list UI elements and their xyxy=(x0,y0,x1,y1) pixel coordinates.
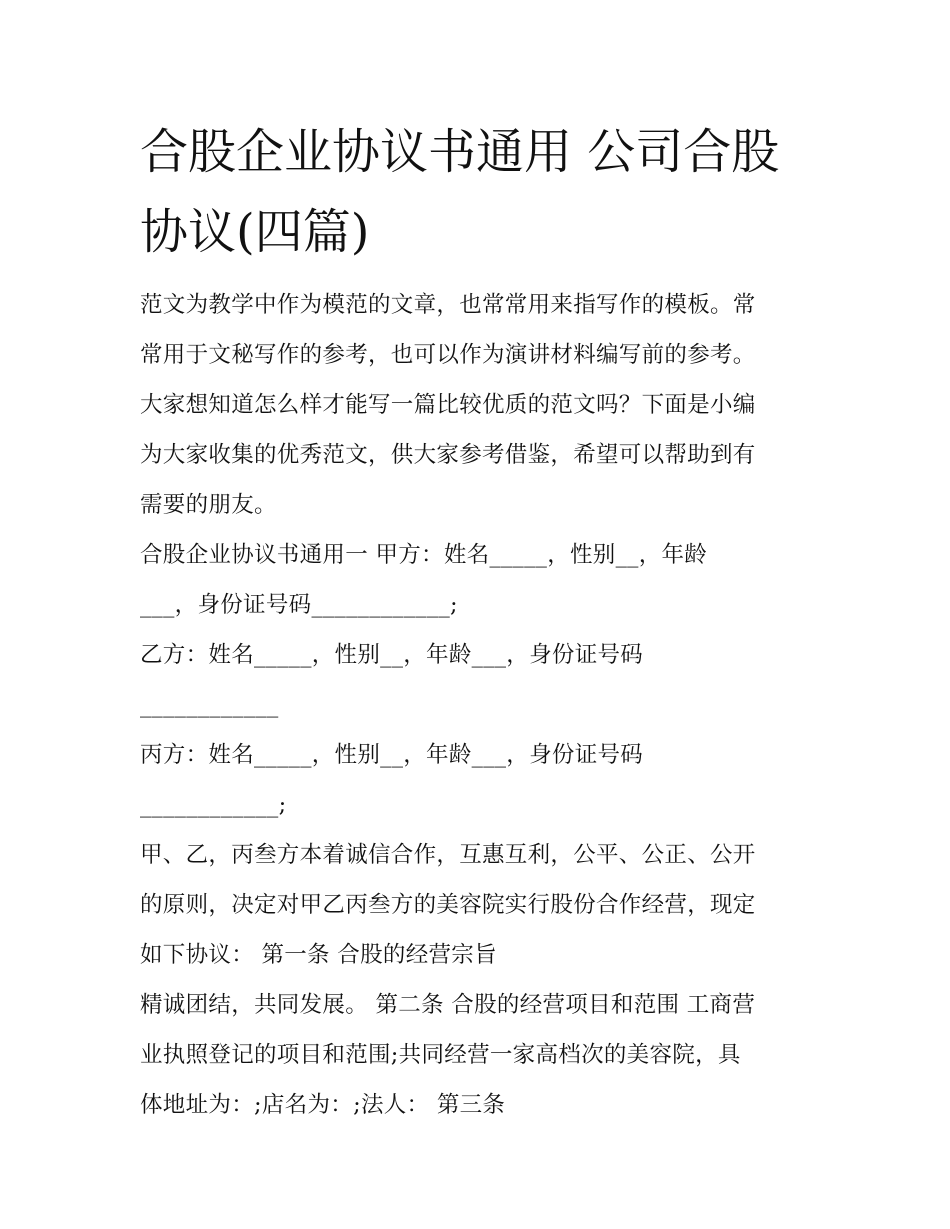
text-line: ____________; xyxy=(140,792,287,818)
document-body xyxy=(140,280,820,1130)
text-line: 常用于文秘写作的参考，也可以作为演讲材料编写前的参考。 xyxy=(140,342,756,368)
text-line: ___，身份证号码____________; xyxy=(140,592,458,618)
text-line: 甲、乙，丙叁方本着诚信合作，互惠互利，公平、公正、公开 xyxy=(140,842,756,868)
text-line: 乙方：姓名_____，性别__，年龄___，身份证号码 xyxy=(140,642,644,668)
text-line: 业执照登记的项目和范围;共同经营一家高档次的美容院，具 xyxy=(140,1042,741,1068)
text-line: 体地址为：;店名为：;法人： 第三条 xyxy=(140,1092,506,1118)
text-line: 如下协议： 第一条 合股的经营宗旨 xyxy=(140,942,497,968)
title-line-2: 协议(四篇) xyxy=(140,204,370,260)
title-line-1: 合股企业协议书通用 公司合股 xyxy=(140,124,780,180)
text-line: 精诚团结，共同发展。 第二条 合股的经营项目和范围 工商营 xyxy=(140,992,756,1018)
text-line: ____________ xyxy=(140,692,279,718)
document-title xyxy=(140,112,820,272)
text-line: 丙方：姓名_____，性别__，年龄___，身份证号码 xyxy=(140,742,644,768)
text-line: 需要的朋友。 xyxy=(140,492,277,518)
text-line: 合股企业协议书通用一 甲方：姓名_____，性别__，年龄 xyxy=(140,542,708,568)
text-line: 的原则，决定对甲乙丙叁方的美容院实行股份合作经营，现定 xyxy=(140,892,756,918)
text-line: 为大家收集的优秀范文，供大家参考借鉴，希望可以帮助到有 xyxy=(140,442,756,468)
text-line: 大家想知道怎么样才能写一篇比较优质的范文吗？下面是小编 xyxy=(140,392,756,418)
text-line: 范文为教学中作为模范的文章，也常常用来指写作的模板。常 xyxy=(140,292,756,318)
